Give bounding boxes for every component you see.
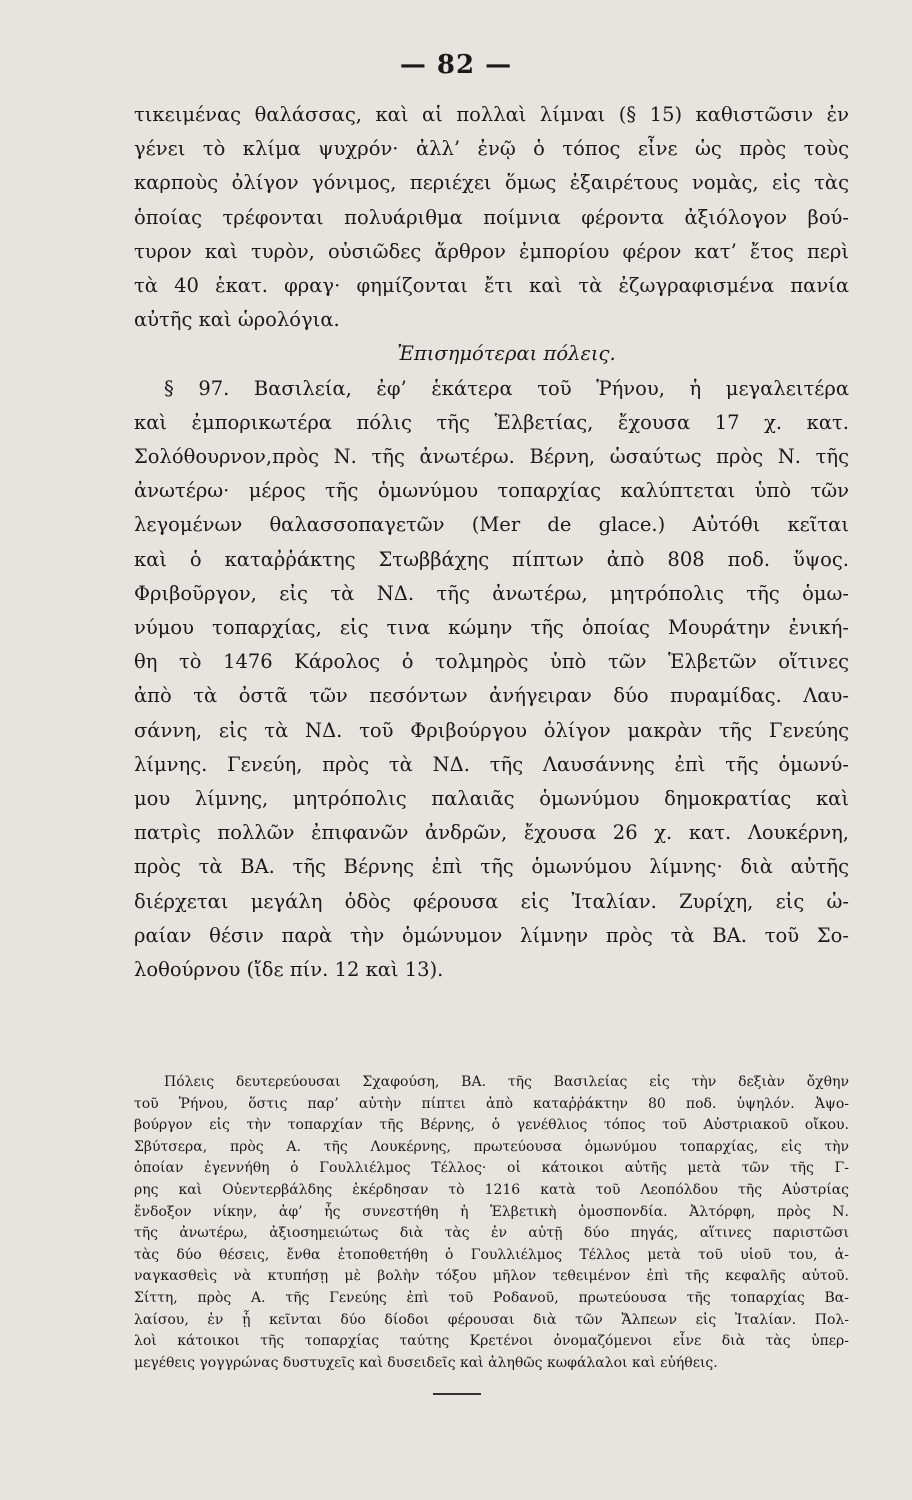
text-line: διέρχεται μεγάλη ὁδὸς φέρουσα εἰς Ἰταλίαν. Ζυρίχη, εἰς ὡ- (134, 889, 849, 913)
note-line: ρης καὶ Οὐεντερβάλδης ἐκέρδησαν τὸ 1216 κατὰ τοῦ Λεοπόλδου τῆς Αὐστρίας (134, 1181, 849, 1198)
text-line: αὐτῆς καὶ ὡρολόγια. (134, 308, 340, 332)
note-line: λοὶ κάτοικοι τῆς τοπαρχίας ταύτης Κρετένοι ὀνομαζόμενοι εἶνε διὰ τὰς ὑπερ- (134, 1333, 849, 1350)
text-line: σάννη, εἰς τὰ ΝΔ. τοῦ Φριβούργου ὀλίγον μακρὰν τῆς Γενεύης (134, 718, 849, 742)
footnote-text (134, 1072, 849, 1374)
note-line: ὁποίαν ἐγεννήθη ὁ Γουλλιέλμος Τέλλος· οἱ κάτοικοι αὐτῆς μετὰ τῶν τῆς Γ- (134, 1160, 849, 1177)
note-line: λαίσου, ἐν ᾗ κεῖνται δύο δίοδοι φέρουσαι διὰ τῶν Ἄλπεων εἰς Ἰταλίαν. Πολ- (134, 1311, 849, 1328)
text-line: τὰ 40 ἑκατ. φραγ· φημίζονται ἔτι καὶ τὰ ἐζωγραφισμένα πανία (134, 274, 849, 298)
page-number: — 82 — (399, 50, 513, 80)
text-line: νύμου τοπαρχίας, εἰς τινα κώμην τῆς ὁποίας Μουράτην ἐνική- (134, 616, 849, 640)
note-line: βούργον εἰς τὴν τοπαρχίαν τῆς Βέρνης, ὁ γενέθλιος τόπος τοῦ Αὐστριακοῦ οἴκου. (134, 1117, 849, 1134)
text-line: ὁποίας τρέφονται πολυάριθμα ποίμνια φέροντα ἀξιόλογον βού- (134, 205, 849, 229)
text-line: λίμνης. Γενεύη, πρὸς τὰ ΝΔ. τῆς Λαυσάννης ἐπὶ τῆς ὁμωνύ- (134, 752, 849, 776)
text-line: Σολόθουρνον,πρὸς Ν. τῆς ἀνωτέρω. Βέρνη, ὡσαύτως πρὸς Ν. τῆς (134, 445, 849, 469)
note-line: Σβύτσερα, πρὸς Α. τῆς Λουκέρνης, πρωτεύουσα ὁμωνύμου τοπαρχίας, εἰς τὴν (134, 1138, 849, 1155)
text-line: θη τὸ 1476 Κάρολος ὁ τολμηρὸς ὑπὸ τῶν Ἑλβετῶν οἵτινες (134, 650, 849, 674)
text-line: τυρον καὶ τυρὸν, οὐσιῶδες ἄρθρον ἐμπορίου φέρον κατ’ ἔτος περὶ (134, 239, 849, 263)
note-line: ἔνδοξον νίκην, ἀφ’ ἧς συνεστήθη ἡ Ἑλβετικὴ ὁμοσπονδία. Ἀλτόρφη, πρὸς Ν. (134, 1203, 849, 1220)
end-rule (433, 1393, 481, 1395)
text-line: μου λίμνης, μητρόπολις παλαιᾶς ὁμωνύμου δημοκρατίας καὶ (134, 787, 849, 811)
note-line: τῆς ἀνωτέρω, ἀξιοσημειώτως διὰ τὰς ἐν αὐτῇ δύο πηγάς, αἵτινες παριστῶσι (134, 1225, 849, 1242)
text-line: καὶ ὁ καταῤῥάκτης Στωββάχης πίπτων ἀπὸ 808 ποδ. ὕψος. (134, 547, 849, 571)
note-line: τοῦ Ῥήνου, ὅστις παρ’ αὐτὴν πίπτει ἀπὸ καταῤῥάκτην 80 ποδ. ὑψηλόν. Ἀψο- (134, 1095, 849, 1112)
text-line: πρὸς τὰ ΒΑ. τῆς Βέρνης ἐπὶ τῆς ὁμωνύμου λίμνης· διὰ αὐτῆς (134, 855, 849, 879)
note-line: τὰς δύο θέσεις, ἔνθα ἐτοποθετήθη ὁ Γουλλιέλμος Τέλλος μετὰ τοῦ υἱοῦ του, ἀ- (134, 1246, 849, 1263)
text-line: λοθούρνου (ἴδε πίν. 12 καὶ 13). (134, 958, 444, 982)
text-line: καρποὺς ὀλίγον γόνιμος, περιέχει ὅμως ἐξαιρέτους νομὰς, εἰς τὰς (134, 171, 849, 195)
text-line: ἀπὸ τὰ ὀστᾶ τῶν πεσόντων ἀνήγειραν δύο πυραμίδας. Λαυ- (134, 684, 849, 708)
text-line: § 97. Βασιλεία, ἐφ’ ἑκάτερα τοῦ Ῥήνου, ἡ μεγαλειτέρα (164, 376, 849, 400)
text-line: ἀνωτέρω· μέρος τῆς ὁμωνύμου τοπαρχίας καλύπτεται ὑπὸ τῶν (134, 479, 849, 503)
text-line: γένει τὸ κλίμα ψυχρόν· ἀλλ’ ἐνῷ ὁ τόπος εἶνε ὡς πρὸς τοὺς (134, 137, 849, 161)
text-line: λεγομένων θαλασσοπαγετῶν (Mer de glace.) Αὐτόθι κεῖται (134, 513, 849, 537)
text-line: ραίαν θέσιν παρὰ τὴν ὁμώνυμον λίμνην πρὸς τὰ ΒΑ. τοῦ Σο- (134, 923, 849, 947)
text-line: πατρὶς πολλῶν ἐπιφανῶν ἀνδρῶν, ἔχουσα 26 χ. κατ. Λουκέρνη, (134, 821, 849, 845)
text-line: τικειμένας θαλάσσας, καὶ αἱ πολλαὶ λίμναι (§ 15) καθιστῶσιν ἐν (134, 103, 849, 126)
text-line: καὶ ἐμπορικωτέρα πόλις τῆς Ἑλβετίας, ἔχουσα 17 χ. κατ. (134, 410, 849, 434)
note-line: Πόλεις δευτερεύουσαι Σχαφούση, ΒΑ. τῆς Βασιλείας εἰς τὴν δεξιὰν ὄχθην (164, 1074, 849, 1090)
note-line: μεγέθεις γογγρώνας δυστυχεῖς καὶ δυσειδεῖς καὶ ἀληθῶς κωφάλαλοι καὶ εὐήθεις. (134, 1354, 718, 1371)
text-line: Φριβοῦργον, εἰς τὰ ΝΔ. τῆς ἀνωτέρω, μητρόπολις τῆς ὁμω- (134, 581, 849, 605)
body-text (134, 98, 849, 987)
section-heading: Ἐπισημότεραι πόλεις. (397, 342, 616, 366)
note-line: ναγκασθεὶς νὰ κτυπήσῃ μὲ βολὴν τόξου μῆλον τεθειμένον ἐπὶ τῆς κεφαλῆς αὐτοῦ. (134, 1268, 849, 1285)
note-line: Σίττη, πρὸς Α. τῆς Γενεύης ἐπὶ τοῦ Ροδανοῦ, πρωτεύουσα τῆς τοπαρχίας Βα- (134, 1289, 849, 1306)
